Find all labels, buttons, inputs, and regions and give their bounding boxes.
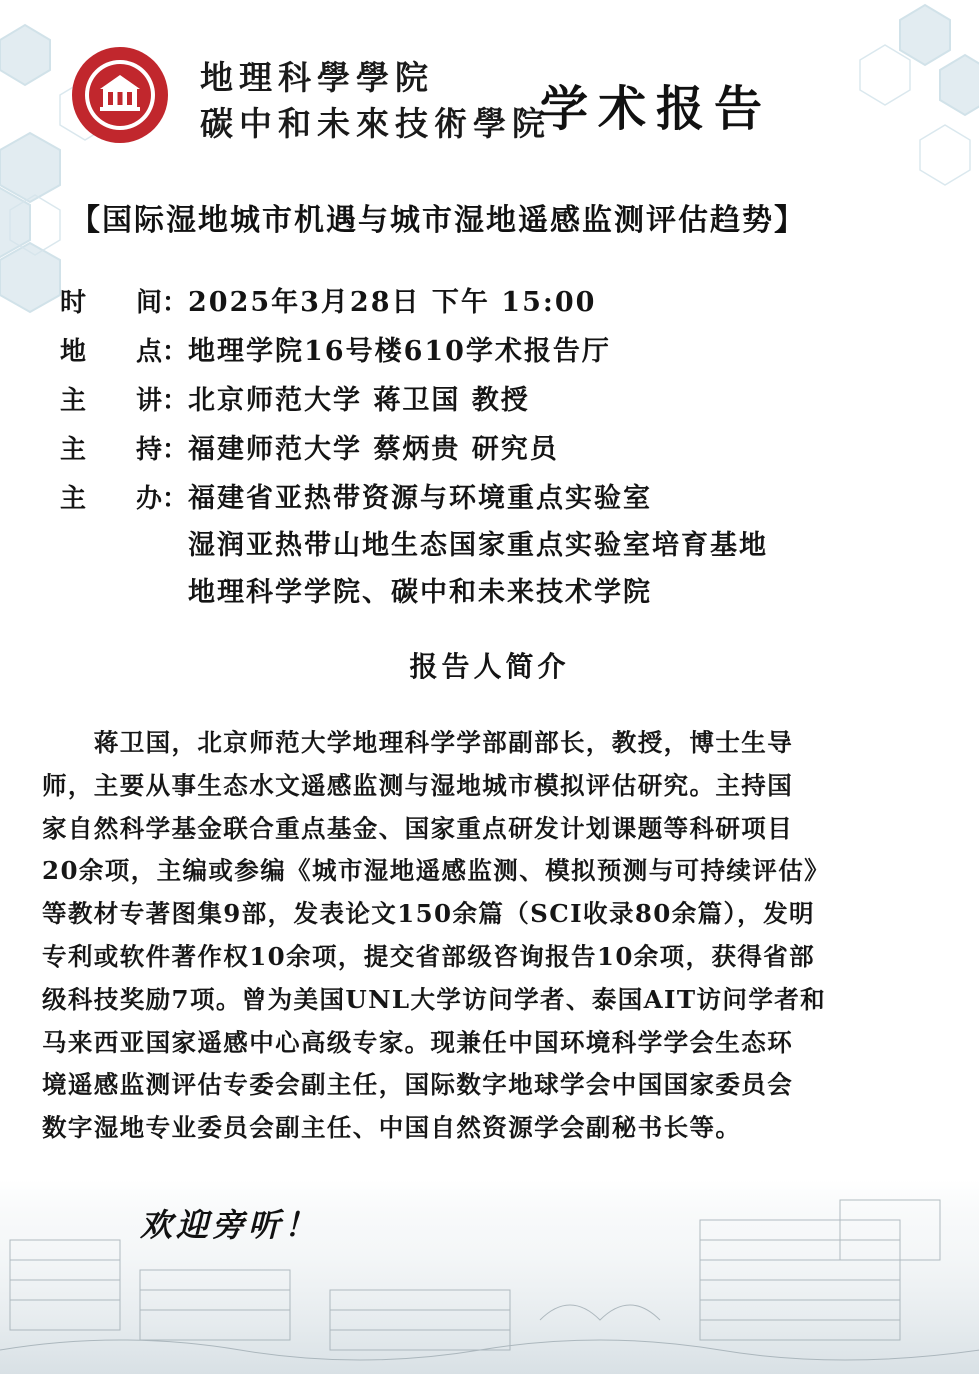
university-logo bbox=[70, 45, 170, 145]
time-value: 2025年3月28日 下午 15:00 bbox=[188, 287, 597, 318]
host-label: 主 持： bbox=[60, 435, 188, 465]
organizer-row bbox=[60, 476, 960, 617]
bio-line: 马来西亚国家遥感中心高级专家。现兼任中国环境科学学会生态环 bbox=[42, 1027, 794, 1057]
organizer-item: 地理科学学院、碳中和未来技术学院 bbox=[188, 577, 652, 608]
place-label: 地 点： bbox=[60, 337, 188, 367]
place-row bbox=[60, 329, 960, 378]
speaker-value: 北京师范大学 蒋卫国 教授 bbox=[188, 385, 530, 416]
bio-line: 家自然科学基金联合重点基金、国家重点研发计划课题等科研项目 bbox=[42, 813, 794, 843]
bio-line: 蒋卫国，北京师范大学地理科学学部副部长，教授，博士生导 bbox=[42, 728, 794, 757]
bio-line: 20余项，主编或参编《城市湿地遥感监测、模拟预测与可持续评估》 bbox=[42, 856, 830, 886]
host-row bbox=[60, 427, 960, 476]
report-title: 【国际湿地城市机遇与城市湿地遥感监测评估趋势】 bbox=[70, 203, 806, 238]
event-info bbox=[60, 280, 960, 617]
bio-line: 等教材专著图集9部，发表论文150余篇（SCI收录80余篇），发明 bbox=[42, 899, 815, 929]
place-value: 地理学院16号楼610学术报告厅 bbox=[188, 336, 611, 367]
time-row bbox=[60, 280, 960, 329]
speaker-bio bbox=[42, 722, 922, 1150]
speaker-row bbox=[60, 378, 960, 427]
organizer-item: 湿润亚热带山地生态国家重点实验室培育基地 bbox=[188, 530, 768, 561]
host-value: 福建师范大学 蔡炳贵 研究员 bbox=[188, 434, 559, 465]
speaker-label: 主 讲： bbox=[60, 386, 188, 416]
academic-report-heading: 学术报告 bbox=[540, 81, 773, 137]
header bbox=[0, 0, 979, 170]
bio-line: 数字湿地专业委员会副主任、中国自然资源学会副秘书长等。 bbox=[42, 1113, 742, 1143]
school-name-geography: 地理科學學院 bbox=[200, 58, 434, 97]
organizer-list bbox=[188, 476, 768, 617]
organizer-item: 福建省亚热带资源与环境重点实验室 bbox=[188, 483, 652, 514]
organizer-label: 主 办： bbox=[60, 484, 188, 514]
time-label: 时 间： bbox=[60, 288, 188, 318]
bio-line: 境遥感监测评估专委会副主任，国际数字地球学会中国国家委员会 bbox=[42, 1070, 794, 1100]
bio-line: 级科技奖励7项。曾为美国UNL大学访问学者、泰国AIT访问学者和 bbox=[42, 984, 827, 1014]
school-names bbox=[200, 55, 551, 147]
bio-line: 师，主要从事生态水文遥感监测与湿地城市模拟评估研究。主持国 bbox=[42, 770, 794, 800]
welcome-message: 欢迎旁听！ bbox=[140, 1206, 321, 1244]
speaker-bio-heading: 报告人简介 bbox=[409, 650, 570, 683]
school-name-carbon-neutral: 碳中和未來技術學院 bbox=[200, 104, 551, 143]
bio-line: 专利或软件著作权10余项，提交省部级咨询报告10余项，获得省部 bbox=[42, 941, 816, 971]
